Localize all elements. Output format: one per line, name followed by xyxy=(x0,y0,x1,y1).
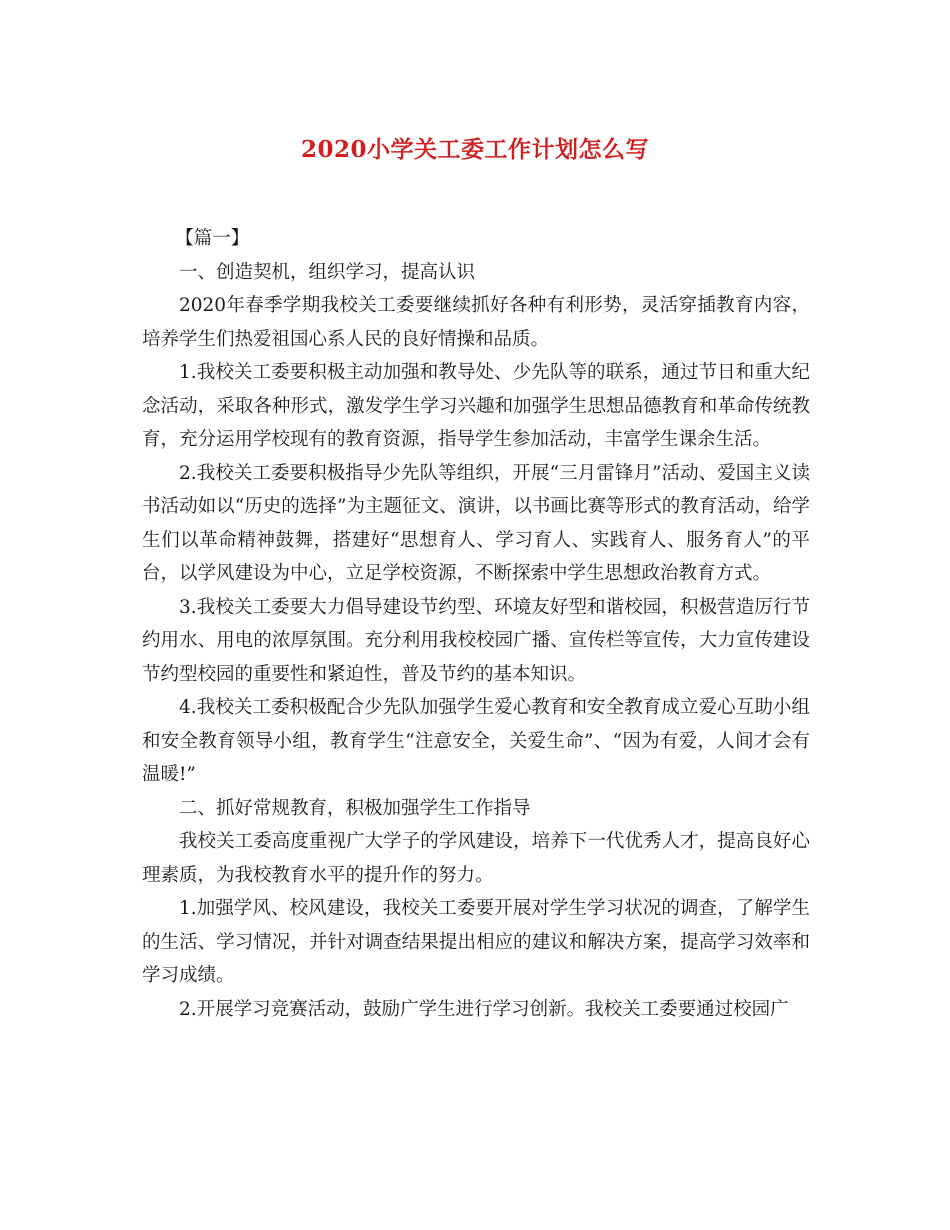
paragraph: 我校关工委高度重视广大学子的学风建设，培养下一代优秀人才，提高良好心理素质，为我校教育水平的提升作的努力。 xyxy=(142,831,810,886)
paragraph: 2.我校关工委要积极指导少先队等组织，开展“三月雷锋月”活动、爱国主义读书活动如以“历史的选择”为主题征文、演讲，以书画比赛等形式的教育活动，给学生们以革命精神鼓舞，搭建好“思想育人、学习育人、实践育人、服务育人”的平台，以学风建设为中心，立足学校资源，不断探索中学生思想政治教育方式。 xyxy=(142,462,810,584)
section-heading: 二、抓好常规教育，积极加强学生工作指导 xyxy=(179,797,531,819)
paragraph: 2.开展学习竞赛活动，鼓励广学生进行学习创新。我校关工委要通过校园广 xyxy=(179,998,789,1020)
section-heading: 一、创造契机，组织学习，提高认识 xyxy=(179,261,476,283)
paragraph: 1.加强学风、校风建设，我校关工委要开展对学生学习状况的调查，了解学生的生活、学习情况，并针对调查结果提出相应的建议和解决方案，提高学习效率和学习成绩。 xyxy=(142,898,810,986)
paragraph: 3.我校关工委要大力倡导建设节约型、环境友好型和谐校园，积极营造厉行节约用水、用电的浓厚氛围。充分利用我校校园广播、宣传栏等宣传，大力宣传建设节约型校园的重要性和紧迫性，普及节约的基本知识。 xyxy=(142,596,810,685)
document-body xyxy=(142,222,810,1026)
paragraph: 1.我校关工委要积极主动加强和教导处、少先队等的联系，通过节日和重大纪念活动，采取各种形式，激发学生学习兴趣和加强学生思想品德教育和革命传统教育，充分运用学校现有的教育资源，指导学生参加活动，丰富学生课余生活。 xyxy=(142,362,810,450)
document-title: 2020小学关工委工作计划怎么写 xyxy=(300,136,649,163)
paragraph: 2020年春季学期我校关工委要继续抓好各种有利形势，灵活穿插教育内容，培养学生们热爱祖国心系人民的良好情操和品质。 xyxy=(142,295,810,350)
section-label: 【篇一】 xyxy=(175,228,250,249)
paragraph: 4.我校关工委积极配合少先队加强学生爱心教育和安全教育成立爱心互助小组和安全教育领导小组，教育学生“注意安全，关爱生命”、“因为有爱，人间才会有温暖!” xyxy=(142,697,810,785)
